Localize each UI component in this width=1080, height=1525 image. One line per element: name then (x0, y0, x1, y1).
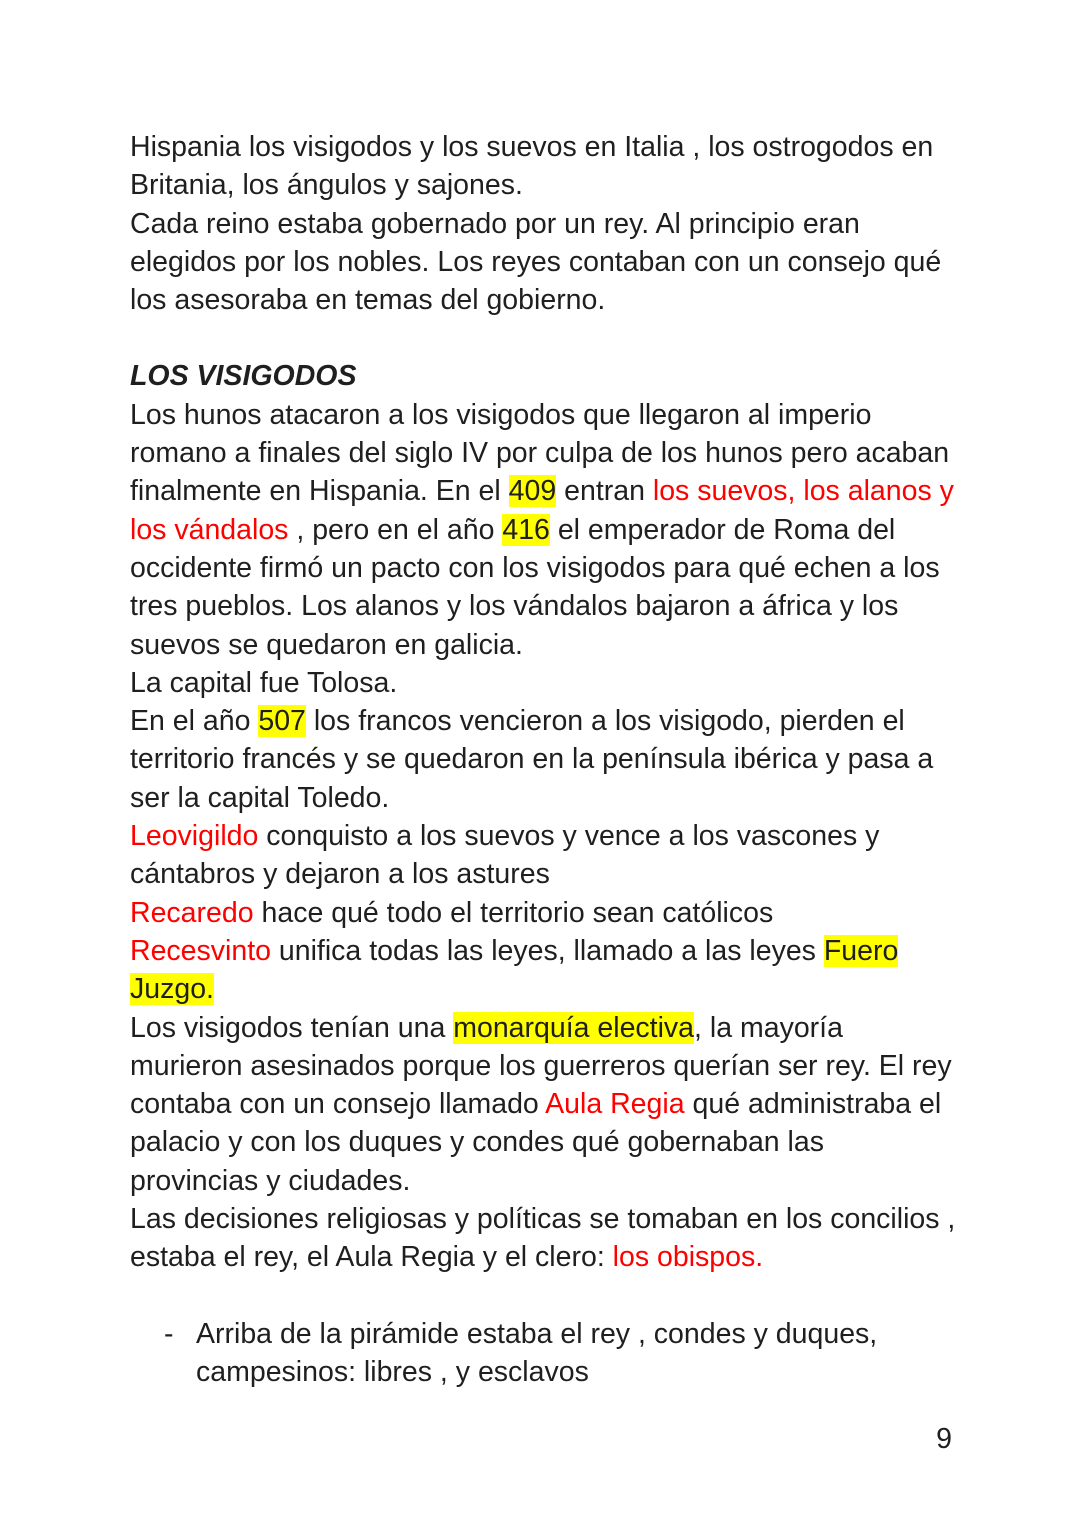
red-term: los obispos. (612, 1241, 764, 1274)
intro-paragraph-1: Hispania los visigodos y los suevos en Italia , los ostrogodos en Britania, los ángulos y sajones. (130, 131, 934, 202)
page-number: 9 (936, 1423, 952, 1455)
section-paragraph-8 (130, 1200, 960, 1277)
section-paragraph-4 (130, 817, 960, 894)
text-run: En el año (130, 705, 259, 738)
text-run: entran (556, 475, 653, 508)
list-item (130, 1315, 960, 1392)
section-paragraph-2: La capital fue Tolosa. (130, 666, 398, 699)
text-run: Las decisiones religiosas y políticas se tomaban en los concilios , estaba el rey, el Aula Regia y el clero: (130, 1203, 956, 1274)
highlighted-year: 507 (258, 705, 306, 738)
highlighted-term: monarquía electiva (453, 1011, 695, 1044)
highlighted-year: 416 (502, 513, 550, 546)
king-name: Leovigildo (130, 820, 259, 853)
document-page (130, 128, 960, 1391)
king-name: Recesvinto (130, 934, 271, 967)
section-paragraph-7 (130, 1009, 960, 1200)
bullet-list (130, 1315, 960, 1392)
king-name: Recaredo (130, 896, 254, 929)
section-paragraph-3 (130, 702, 960, 817)
dash-bullet: - (164, 1317, 174, 1350)
text-run: hace qué todo el territorio sean católicos (253, 896, 774, 929)
section-paragraph-5 (130, 894, 960, 932)
text-run: , pero en el año (288, 513, 503, 546)
red-peoples: los suevos, los alanos y los vándalos (130, 475, 954, 546)
text-run: , la mayoría murieron asesinados porque los guerreros querían ser rey. El rey contaba con un consejo llamado (130, 1011, 952, 1121)
highlighted-year: 409 (508, 475, 557, 508)
text-run: los francos vencieron a los visigodo, pierden el territorio francés y se quedaron en la península ibérica y pasa a ser la capital Toledo. (130, 705, 934, 814)
section-heading: LOS VISIGODOS (130, 360, 357, 393)
spacer (130, 319, 960, 357)
text-run: conquisto a los suevos y vence a los vascones y cántabros y dejaron a los astures (130, 820, 880, 891)
section-paragraph-1 (130, 396, 960, 664)
list-item-text: Arriba de la pirámide estaba el rey , condes y duques, campesinos: libres , y esclavos (196, 1317, 878, 1388)
text-run: Los visigodos tenían una (130, 1011, 454, 1044)
red-term: Aula Regia (545, 1088, 685, 1121)
text-run: unifica todas las leyes, llamado a las leyes (270, 934, 824, 967)
highlighted-term: Fuero Juzgo. (130, 934, 899, 1006)
text-run: el emperador de Roma del occidente firmó un pacto con los visigodos para qué echen a los tres pueblos. Los alanos y los vándalos bajaron a áfrica y los suevos se quedaron en galicia. (130, 513, 940, 661)
text-run: Los hunos atacaron a los visigodos que llegaron al imperio romano a finales del siglo IV por culpa de los hunos pero acaban finalmente en Hispania. En el (130, 398, 950, 508)
text-run: qué administraba el palacio y con los duques y condes qué gobernaban las provincias y ciudades. (130, 1088, 942, 1197)
intro-paragraph-2: Cada reino estaba gobernado por un rey. Al principio eran elegidos por los nobles. Los reyes contaban con un consejo qué los asesoraba en temas del gobierno. (130, 207, 942, 317)
section-paragraph-6 (130, 932, 960, 1009)
